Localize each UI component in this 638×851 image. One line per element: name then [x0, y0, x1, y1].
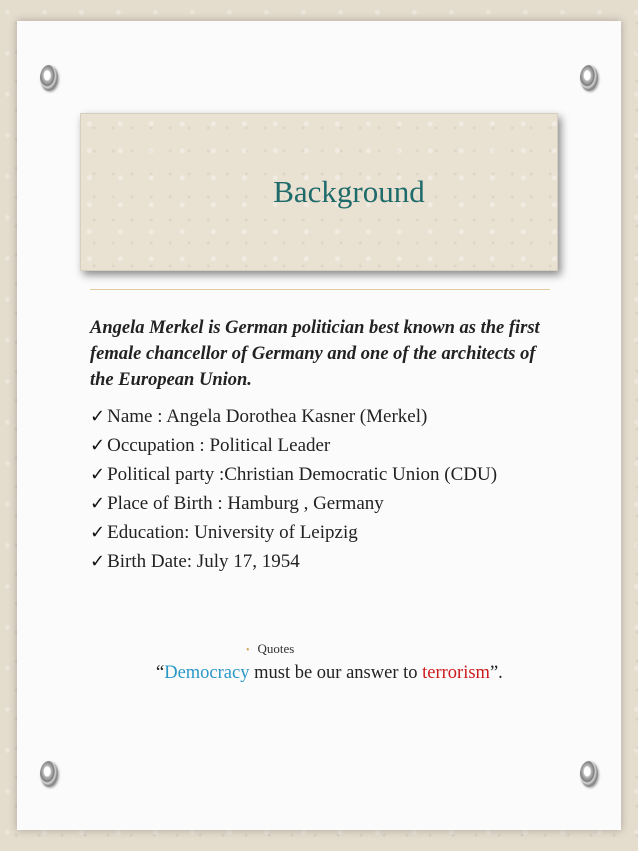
- checkmark-icon: ✓: [90, 435, 106, 456]
- list-item: [90, 402, 560, 431]
- fact-text: Occupation : Political Leader: [107, 435, 331, 456]
- checkmark-icon: ✓: [90, 464, 106, 485]
- list-item: [90, 460, 560, 489]
- intro-paragraph: Angela Merkel is German politician best known as the first female chancellor of Germany and one of the architects of the European Union.: [90, 318, 540, 390]
- fact-text: Place of Birth : Hamburg , Germany: [107, 493, 384, 514]
- checkmark-icon: ✓: [90, 551, 106, 572]
- quote-word-democracy: Democracy: [164, 663, 250, 683]
- list-item: [90, 431, 560, 460]
- fact-text: Birth Date: July 17, 1954: [107, 551, 300, 572]
- checkmark-icon: ✓: [90, 493, 106, 514]
- pushpin-icon: [580, 65, 598, 91]
- quote-middle: must be our answer to: [249, 663, 423, 683]
- bullet-icon: •: [246, 645, 250, 656]
- title-box: [80, 113, 558, 271]
- fact-text: Political party :Christian Democratic Union (CDU): [107, 464, 498, 485]
- list-item: [90, 547, 560, 576]
- divider: [90, 289, 550, 290]
- quote-open: “: [156, 663, 165, 683]
- checkmark-icon: ✓: [90, 406, 106, 427]
- list-item: [90, 489, 560, 518]
- pushpin-icon: [40, 65, 58, 91]
- facts-list: [90, 402, 560, 576]
- fact-text: Name : Angela Dorothea Kasner (Merkel): [107, 406, 428, 427]
- slide-title: Background: [273, 174, 425, 209]
- quotes-heading: [246, 641, 294, 657]
- quote-word-terrorism: terrorism: [422, 663, 490, 683]
- pushpin-icon: [40, 761, 58, 787]
- list-item: [90, 518, 560, 547]
- fact-text: Education: University of Leipzig: [107, 522, 358, 543]
- quotes-label: Quotes: [257, 641, 295, 656]
- quote: [156, 663, 503, 684]
- pushpin-icon: [580, 761, 598, 787]
- checkmark-icon: ✓: [90, 522, 106, 543]
- quote-close: ”.: [489, 663, 503, 683]
